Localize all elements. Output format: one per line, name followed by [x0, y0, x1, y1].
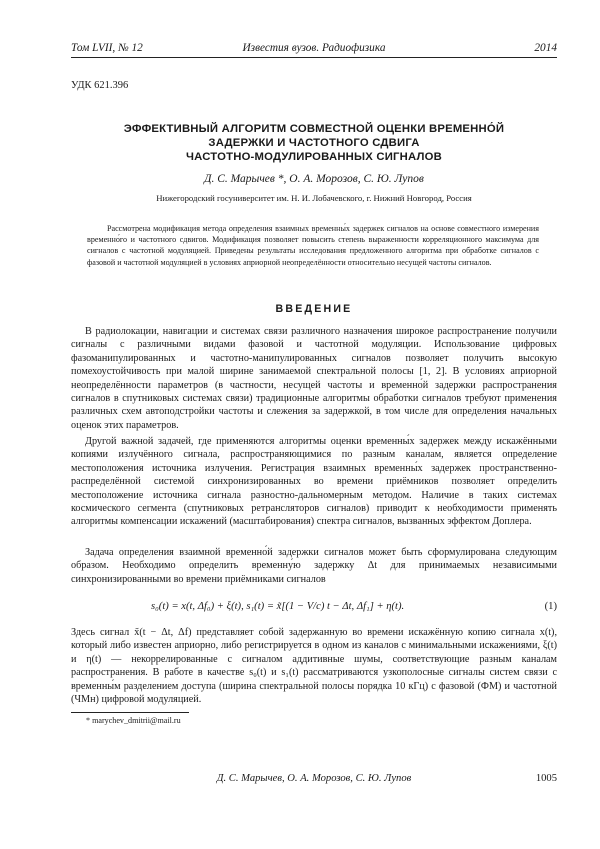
volume-issue: Том LVII, № 12: [71, 42, 143, 54]
footnote-rule: [71, 712, 189, 713]
paragraph: Другой важной задачей, где применяются алгоритмы оценки временны́х задержек между искажёнными копиями излучённого сигнала, распространяющимися по разным каналам, является определение местоположения источника излучения. Регистрация взаимных временны́х задержек пространственно-распределённой системой синхронизированных во времени приёмников позволяет определить местоположение источника сигнала разностно-дальномерным методом. Наличие в таких системах космического сегмента (спутниковых ретрансляторов сигналов) приводит к необходимости применять алгоритмы компенсации искажений (масштабирования) спектра сигналов, вызванных эффектом Доплера.: [71, 436, 557, 528]
title-line: ЧАСТОТНО-МОДУЛИРОВАННЫХ СИГНАЛОВ: [186, 151, 442, 163]
running-head: [71, 40, 557, 56]
section-heading: ВВЕДЕНИЕ: [275, 303, 353, 315]
footer-authors: Д. С. Марычев, О. А. Морозов, С. Ю. Лупов: [216, 773, 412, 784]
affiliation: Нижегородский госуниверситет им. Н. И. Лобачевского, г. Нижний Новгород, Россия: [156, 193, 472, 203]
title-line: ЗАДЕРЖКИ И ЧАСТОТНОГО СДВИГА: [208, 137, 420, 149]
page-footer: [71, 773, 557, 787]
publication-year: 2014: [534, 42, 557, 54]
paragraph: Задача определения взаимной временно́й задержки сигналов может быть сформулирована следующим образом. Необходимо определить временну́ю задержку Δt для принимаемых независимыми синхронизированными во времени приёмниками сигналов: [71, 547, 557, 585]
abstract: Рассмотрена модификация метода определения взаимных временны́х задержек сигналов на основе совместного измерения временно́го и частотного сдвигов. Модификация позволяет повысить степень выраженности корреляционного максимума для сигналов с частотной модуляцией. Приведены результаты исследования предложенного алгоритма при обработке сигналов с фазовой и частотной модуляцией в условиях априорной неопределённости относительно несущей частоты сигналов.: [87, 224, 539, 267]
equation-expression: s₀(t) = x(t, Δf₀) + ξ(t), s₁(t) = x̃[(1 − V/c) t − Δt, Δf₁] + η(t).: [151, 601, 405, 612]
article-title: [71, 122, 557, 164]
header-rule: [71, 57, 557, 58]
equation-number: (1): [544, 601, 557, 612]
equation-1: [71, 601, 557, 617]
udc-code: УДК 621.396: [71, 80, 129, 91]
page-number: 1005: [535, 773, 557, 784]
journal-name: Известия вузов. Радиофизика: [242, 42, 386, 54]
paragraph: В радиолокации, навигации и системах связи различного назначения широкое распространение получили сигналы с различными видами фазовой и частотной модуляции. Использование цифровых фазоманипулированных и частотно-манипулированных сигналов позволяет получить высокую помехоустойчивость при малой ширине занимаемой спектральной полосы [1, 2]. В условиях априорной неопределённости параметров (в частности, несущей частоты и временно́й задержки распространения сигналов в спутниковых системах связи) традиционные алгоритмы обработки сигналов требуют применения различных схем автоподстройки частоты и слежения за задержкой, в том числе для определения начальных оценок этих параметров.: [71, 326, 557, 431]
author-email-footnote: * marychev_dmitrii@mail.ru: [86, 716, 181, 725]
author-list: Д. С. Марычев *, О. А. Морозов, С. Ю. Лупов: [204, 173, 424, 185]
paragraph: Здесь сигнал x̃(t − Δt, Δf) представляет собой задержанную во времени искажённую копию сигнала x(t), который либо известен априорно, либо регистрируется в одном из каналов с минимальными искажениями, ξ(t) и η(t) — некоррелированные с сигналом аддитивные шумы, соответствующие разным каналам распространения. В работе в качестве s₀(t) и s₁(t) рассматриваются узкополосные сигналы систем связи с временны́м разделением доступа (ширина спектральной полосы порядка 10 кГц) с фазовой (ФМ) и частотной (ЧМн) цифровой модуляцией.: [71, 627, 557, 706]
title-line: ЭФФЕКТИВНЫЙ АЛГОРИТМ СОВМЕСТНОЙ ОЦЕНКИ ВРЕМЕННО́Й: [123, 123, 505, 135]
